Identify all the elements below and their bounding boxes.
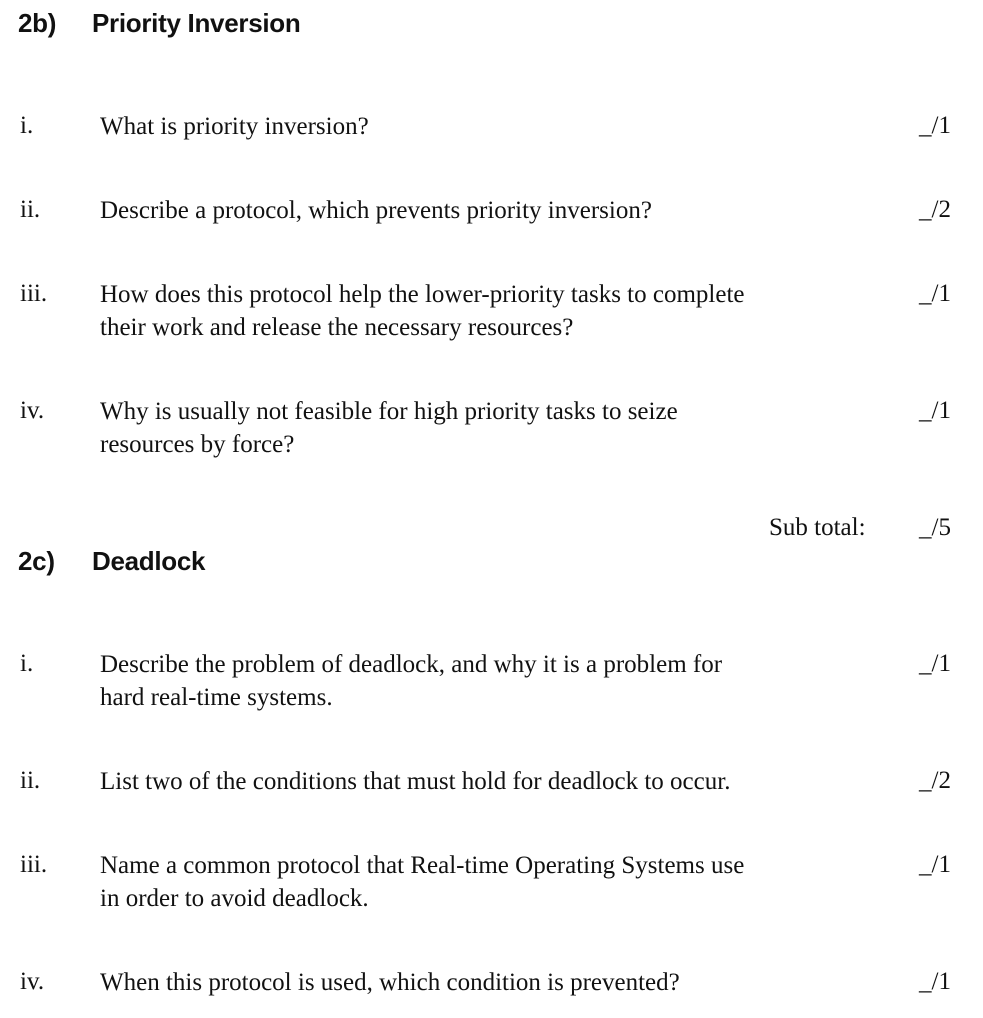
question-text	[100, 278, 890, 344]
question-numeral: iii.	[20, 851, 48, 878]
question-line: resources by force?	[100, 431, 295, 458]
question-numeral: ii.	[20, 196, 41, 223]
question-text	[100, 849, 890, 915]
question-line: How does this protocol help the lower-priority tasks to complete	[100, 281, 745, 308]
question-mark: _/2	[919, 196, 951, 223]
question-text	[100, 395, 890, 461]
section-number: 2c)	[18, 546, 55, 576]
question-line: When this protocol is used, which condition is prevented?	[100, 969, 680, 996]
question-numeral: iv.	[20, 397, 45, 424]
section-title: Deadlock	[92, 546, 206, 576]
question-mark: _/1	[919, 397, 951, 424]
question-text	[100, 648, 890, 714]
question-mark: _/1	[919, 851, 951, 878]
question-mark: _/2	[919, 767, 951, 794]
question-text	[100, 966, 890, 999]
question-numeral: ii.	[20, 767, 41, 794]
subtotal-label: Sub total:	[769, 514, 866, 541]
question-text	[100, 110, 890, 143]
question-numeral: iii.	[20, 280, 48, 307]
question-line: in order to avoid deadlock.	[100, 885, 369, 912]
question-mark: _/1	[919, 650, 951, 677]
section-title: Priority Inversion	[92, 8, 301, 38]
question-line: their work and release the necessary resources?	[100, 314, 574, 341]
question-line: What is priority inversion?	[100, 113, 369, 140]
question-mark: _/1	[919, 112, 951, 139]
question-line: Describe the problem of deadlock, and why it is a problem for	[100, 651, 723, 678]
question-text	[100, 765, 890, 798]
question-numeral: i.	[20, 650, 34, 677]
question-line: Why is usually not feasible for high priority tasks to seize	[100, 398, 678, 425]
question-line: Name a common protocol that Real-time Operating Systems use	[100, 852, 745, 879]
question-numeral: iv.	[20, 968, 45, 995]
question-line: hard real-time systems.	[100, 684, 333, 711]
section-number: 2b)	[18, 8, 57, 38]
question-mark: _/1	[919, 968, 951, 995]
question-line: Describe a protocol, which prevents priority inversion?	[100, 197, 652, 224]
question-mark: _/1	[919, 280, 951, 307]
question-line: List two of the conditions that must hold for deadlock to occur.	[100, 768, 731, 795]
question-numeral: i.	[20, 112, 34, 139]
question-text	[100, 194, 890, 227]
subtotal-mark: _/5	[919, 514, 951, 541]
